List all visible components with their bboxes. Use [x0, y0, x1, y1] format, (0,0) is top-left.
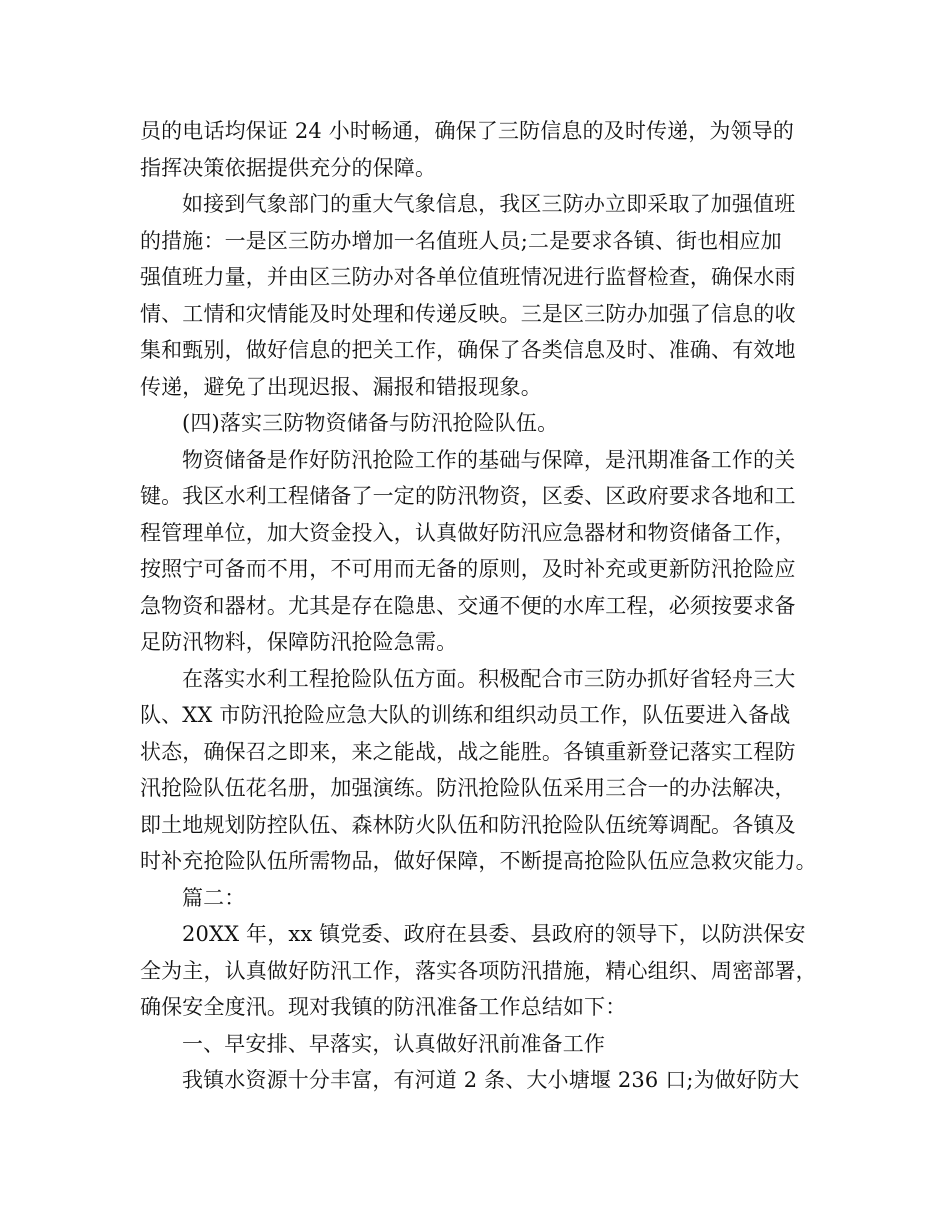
text-line: 按照宁可备而不用，不可用而无备的原则，及时补充或更新防汛抢险应: [140, 557, 796, 581]
text-line: 在落实水利工程抢险队伍方面。积极配合市三防办抓好省轻舟三大: [182, 666, 796, 691]
text-line: 程管理单位，加大资金投入，认真做好防汛应急器材和物资储备工作，: [140, 520, 796, 545]
section-heading: 一、早安排、早落实，认真做好汛前准备工作: [182, 1031, 605, 1056]
text-line: 指挥决策依据提供充分的保障。: [140, 155, 437, 180]
text-line: 键。我区水利工程储备了一定的防汛物资，区委、区政府要求各地和工: [140, 484, 796, 508]
text-line: 队、XX 市防汛抢险应急大队的训练和组织动员工作，队伍要进入备战: [140, 703, 791, 727]
text-line: 确保安全度汛。现对我镇的防汛准备工作总结如下：: [140, 995, 627, 1019]
text-line: 的措施：一是区三防办增加一名值班人员;二是要求各镇、街也相应加: [140, 228, 782, 253]
text-line: 时补充抢险队伍所需物品，做好保障，不断提高抢险队伍应急救灾能力。: [140, 849, 817, 873]
section-heading: 篇二：: [182, 885, 246, 910]
text-line: 即土地规划防控队伍、森林防火队伍和防汛抢险队伍统筹调配。各镇及: [140, 812, 796, 837]
text-line: 强值班力量，并由区三防办对各单位值班情况进行监督检查，确保水雨: [140, 265, 796, 289]
text-line: 足防汛物料，保障防汛抢险急需。: [140, 630, 458, 654]
document-body: [140, 113, 830, 1099]
text-line: 汛抢险队伍花名册，加强演练。防汛抢险队伍采用三合一的办法解决，: [140, 776, 796, 800]
text-line: 全为主，认真做好防汛工作，落实各项防汛措施，精心组织、周密部署，: [140, 958, 817, 983]
text-line: 传递，避免了出现迟报、漏报和错报现象。: [140, 374, 542, 399]
text-line: 急物资和器材。尤其是存在隐患、交通不便的水库工程，必须按要求备: [140, 593, 796, 618]
text-line: 20XX 年，xx 镇党委、政府在县委、县政府的领导下，以防洪保安: [182, 922, 806, 946]
text-line: 情、工情和灾情能及时处理和传递反映。三是区三防办加强了信息的收: [140, 301, 796, 326]
text-line: 我镇水资源十分丰富，有河道 2 条、大小塘堰 236 口;为做好防大: [182, 1068, 800, 1092]
text-line: 状态，确保召之即来，来之能战，战之能胜。各镇重新登记落实工程防: [140, 739, 796, 764]
text-line: 集和甄别，做好信息的把关工作，确保了各类信息及时、准确、有效地: [140, 338, 796, 362]
text-line: 如接到气象部门的重大气象信息，我区三防办立即采取了加强值班: [182, 192, 796, 216]
section-heading: (四)落实三防物资储备与防汛抢险队伍。: [182, 411, 559, 435]
text-line: 员的电话均保证 24 小时畅通，确保了三防信息的及时传递，为领导的: [140, 119, 795, 143]
text-line: 物资储备是作好防汛抢险工作的基础与保障，是汛期准备工作的关: [182, 447, 796, 472]
